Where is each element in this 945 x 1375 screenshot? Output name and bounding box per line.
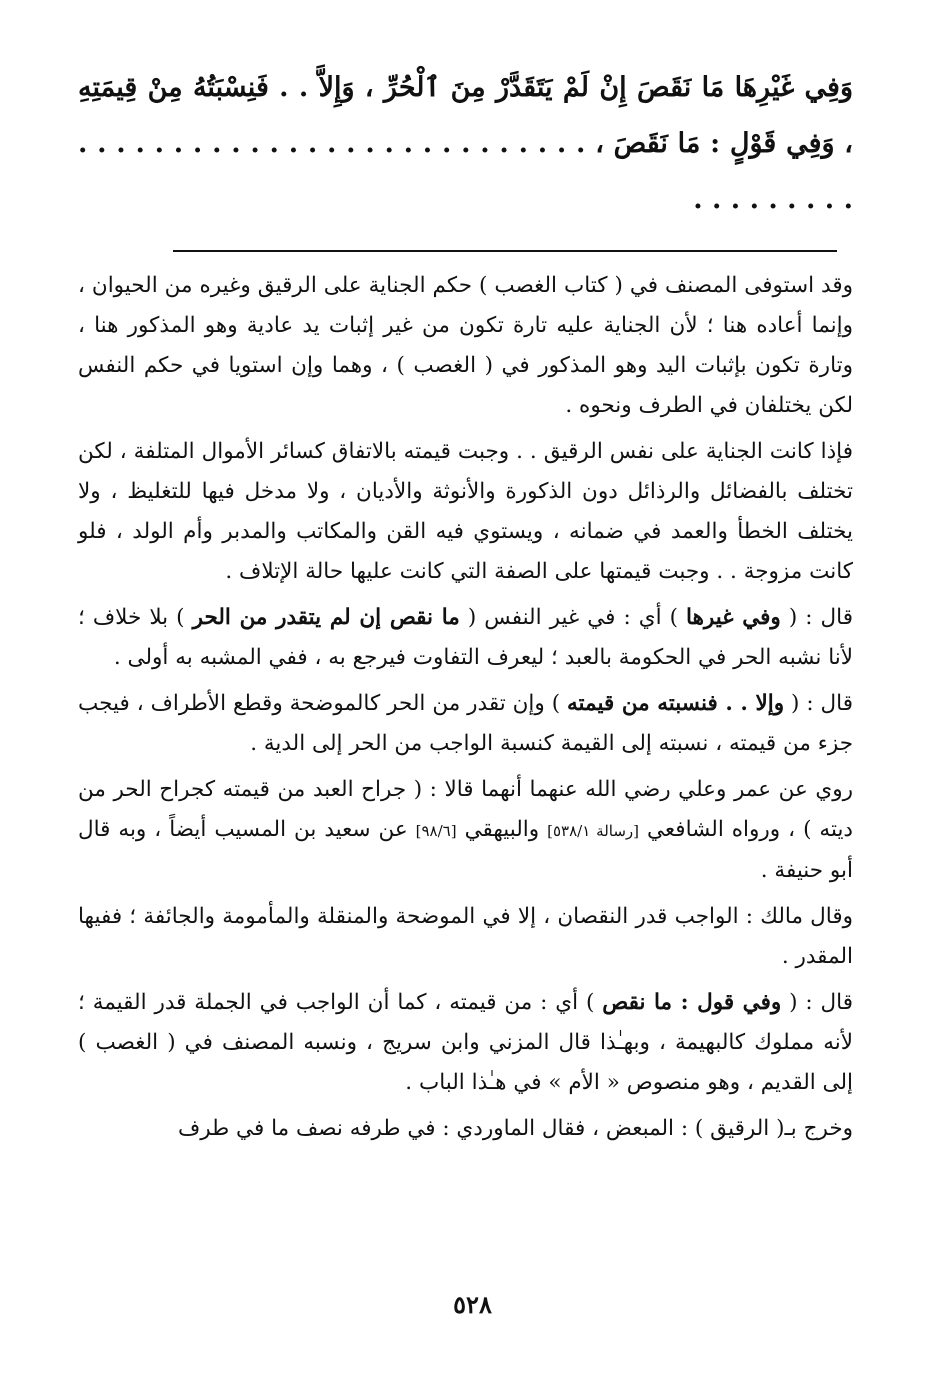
commentary-paragraph-3	[78, 598, 853, 678]
commentary-paragraph-4	[78, 684, 853, 764]
page-number: ٥٢٨	[453, 1290, 492, 1319]
text-span: والبيهقي	[456, 817, 548, 842]
citation-reference: [رسالة ٥٣٨/١]	[547, 822, 640, 840]
text-span: روي عن عمر وعلي رضي الله عنهما أنهما قالا : ( جراح العبد من قيمته كجراح الحر من ديته ) ، ورواه الشافعي	[78, 777, 853, 842]
text-span: ) وإن تقدر من الحر كالموضحة وقطع الأطراف ، فيجب جزء من قيمته ، نسبته إلى القيمة كنسبة الواجب من الحر إلى الدية .	[78, 691, 853, 756]
text-span: ) أي : من قيمته ، كما أن الواجب في الجملة قدر القيمة ؛ لأنه مملوك كالبهيمة ، وبهـٰذا قال المزني وابن سريج ، ونسبه المصنف في ( الغصب ) إلى القديم ، وهو منصوص « الأم » في هـٰذا الباب .	[78, 990, 853, 1095]
text-span: ) أي : في غير النفس (	[459, 605, 687, 630]
commentary-paragraph-2: فإذا كانت الجناية على نفس الرقيق . . وجبت قيمته بالاتفاق كسائر الأموال المتلفة ، لكن تختلف بالفضائل والرذائل دون الذكورة والأنوثة والأديان ، ولا مدخل فيها للتغليظ ، ولا يختلف الخطأ والعمد في ضمانه ، ويستوي فيه القن والمكاتب والمدبر وأم الولد ، فلو كانت مزوجة . . وجبت قيمتها على الصفة التي كانت عليها حالة الإتلاف .	[78, 439, 853, 584]
matn-text: وَفِي غَيْرِهَا مَا نَقَصَ إِنْ لَمْ يَتَقَدَّرْ مِنَ ٱلْحُرِّ ، وَإِلاَّ . . فَنِسْبَتُهُ مِنْ قِيمَتِهِ ، وَفِي قَوْلٍ : مَا نَقَصَ ، . . . . . . . . . . . . . . . . . . . . . . . . . . . . . . . . . . . .	[78, 72, 853, 215]
quoted-matn: وفي غيرها	[686, 605, 781, 630]
text-span: قال : (	[781, 990, 853, 1015]
text-span: ) بلا خلاف ؛ لأنا نشبه الحر في الحكومة بالعبد ؛ ليعرف التفاوت فيرجع به ، ففي المشبه به أولى .	[78, 605, 853, 670]
text-span: قال : (	[780, 605, 854, 630]
page-body	[78, 60, 853, 1155]
quoted-matn: ما نقص إن لم يتقدر من الحر	[192, 605, 460, 630]
text-span: قال : (	[784, 691, 853, 716]
commentary-paragraph-1: وقد استوفى المصنف في ( كتاب الغصب ) حكم الجناية على الرقيق وغيره من الحيوان ، وإنما أعاده هنا ؛ لأن الجناية عليه تارة تكون من غير إثبات يد عادية وهو المذكور هنا ، وتارة تكون بإثبات اليد وهو المذكور في ( الغصب ) ، وهما وإن استويا في حكم النفس لكن يختلفان في الطرف ونحوه .	[78, 273, 853, 418]
separator-rule	[173, 250, 837, 252]
commentary-paragraph-6: وقال مالك : الواجب قدر النقصان ، إلا في الموضحة والمنقلة والمأمومة والجائفة ؛ ففيها المقدر .	[78, 904, 853, 969]
commentary-paragraph-7	[78, 983, 853, 1103]
text-span: عن سعيد بن المسيب أيضاً ، وبه قال أبو حنيفة .	[78, 817, 853, 883]
citation-reference: [٩٨/٦]	[415, 822, 457, 840]
quoted-matn: وإلا . . فنسبته من قيمته	[567, 691, 785, 716]
commentary-paragraph-8: وخرج بـ( الرقيق ) : المبعض ، فقال الماوردي : في طرفه نصف ما في طرف	[177, 1116, 853, 1141]
quoted-matn: وفي قول : ما نقص	[602, 990, 782, 1015]
commentary-paragraph-5	[78, 770, 853, 891]
